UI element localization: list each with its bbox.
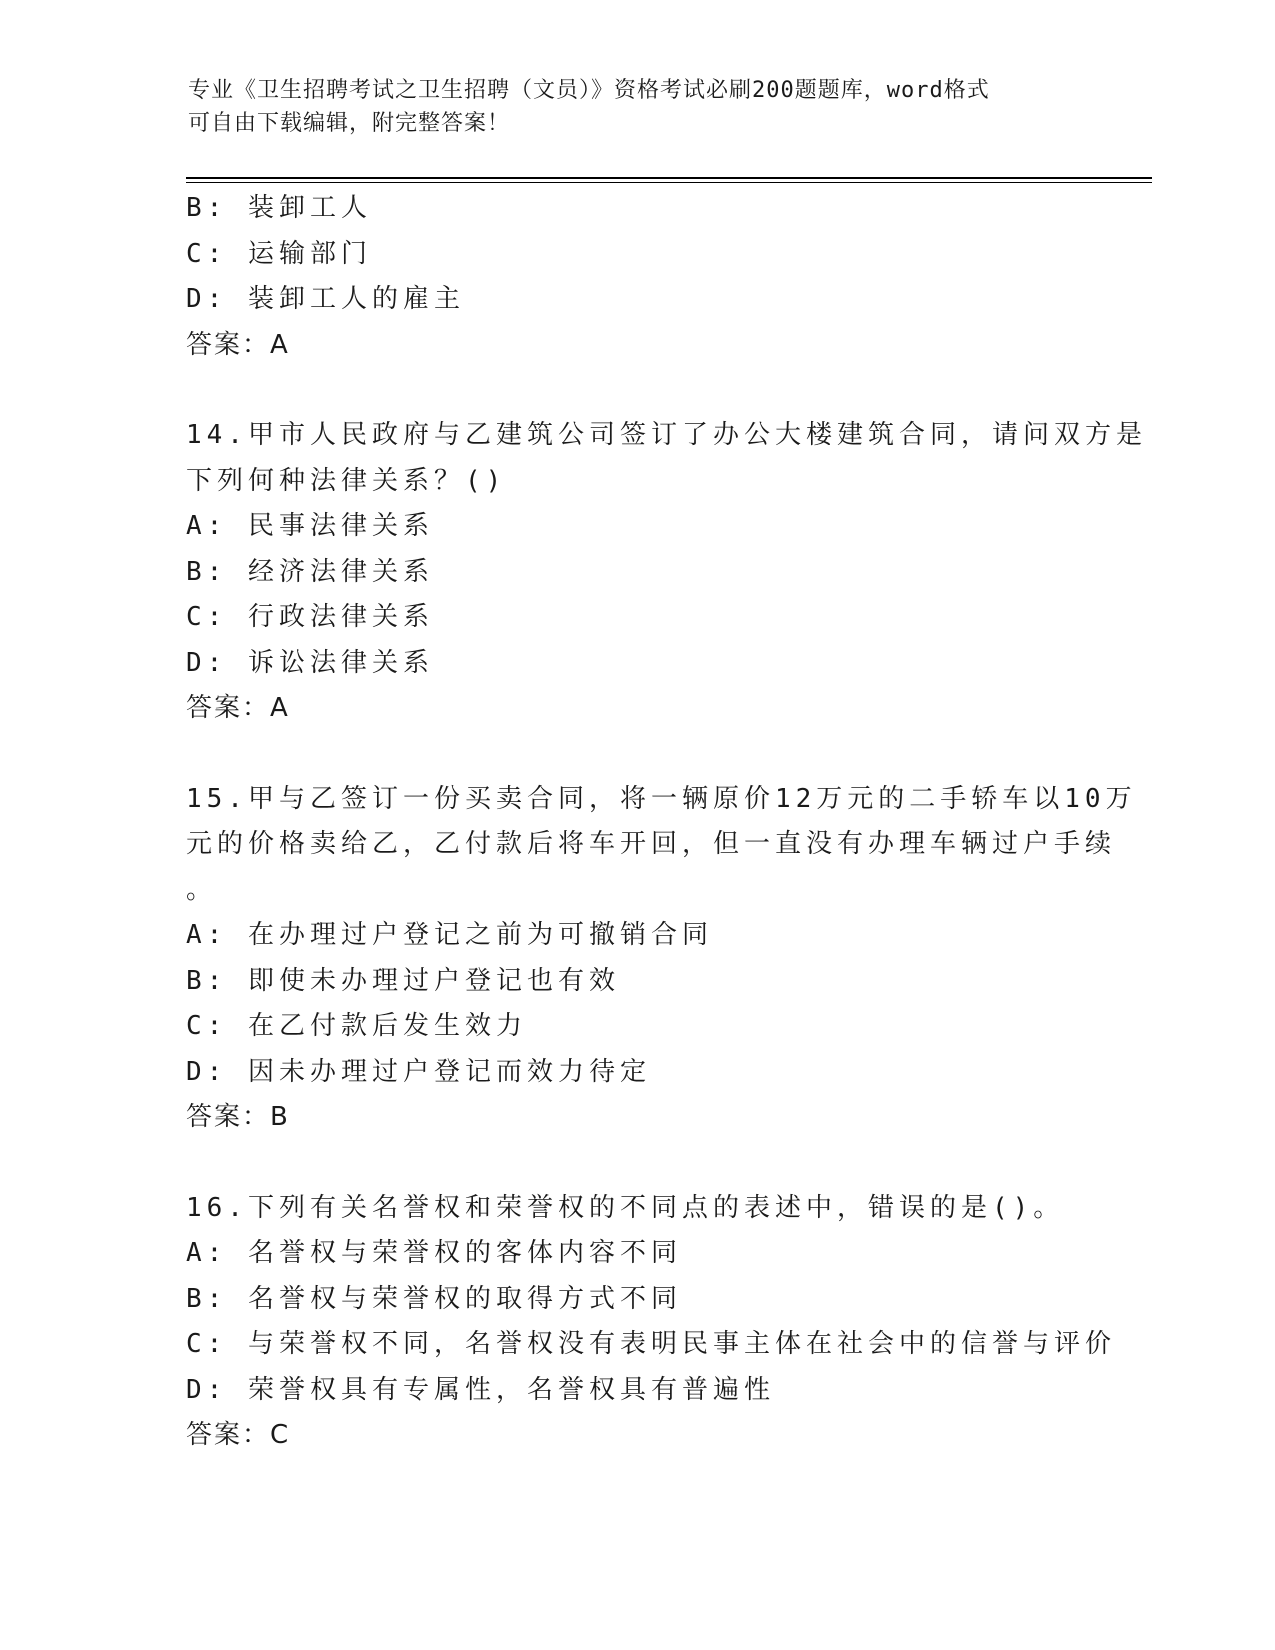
option-b: B: 名誉权与荣誉权的取得方式不同 — [186, 1283, 682, 1314]
question-13 — [186, 186, 1086, 368]
option-c: C: 行政法律关系 — [186, 602, 434, 632]
document-header — [188, 74, 1068, 140]
option-c: C: 与荣誉权不同，名誉权没有表明民事主体在社会中的信誉与评价 — [186, 1329, 1116, 1359]
question-15 — [186, 777, 1137, 1141]
option-b: B: 经济法律关系 — [186, 556, 434, 587]
question-list — [186, 186, 1147, 1459]
option-d: D: 装卸工人的雇主 — [186, 284, 465, 314]
option-b: B: 装卸工人 — [186, 193, 372, 223]
answer-line: 答案：A — [186, 329, 290, 360]
header-line-1: 专业《卫生招聘考试之卫生招聘（文员）》资格考试必刷200题题库，word格式 — [188, 78, 990, 103]
answer-line: 答案：B — [186, 1102, 290, 1132]
option-c: C: 运输部门 — [186, 238, 372, 269]
answer-line: 答案：C — [186, 1420, 291, 1450]
question-text-line-1: 16.下列有关名誉权和荣誉权的不同点的表述中，错误的是()。 — [186, 1192, 1065, 1223]
option-c: C: 在乙付款后发生效力 — [186, 1011, 527, 1041]
header-divider-thick — [186, 177, 1152, 179]
answer-line: 答案：A — [186, 693, 290, 723]
option-a: A: 名誉权与荣誉权的客体内容不同 — [186, 1238, 682, 1268]
header-divider-thin — [186, 182, 1152, 183]
question-16 — [186, 1186, 1116, 1459]
question-14 — [186, 413, 1147, 732]
header-line-2: 可自由下载编辑，附完整答案！ — [188, 111, 511, 136]
option-a: A: 在办理过户登记之前为可撤销合同 — [186, 920, 713, 950]
option-d: D: 荣誉权具有专属性，名誉权具有普遍性 — [186, 1374, 775, 1405]
option-b: B: 即使未办理过户登记也有效 — [186, 965, 620, 996]
question-text-line-1: 15.甲与乙签订一份买卖合同，将一辆原价12万元的二手轿车以10万 — [186, 783, 1137, 814]
question-text-line-2: 元的价格卖给乙，乙付款后将车开回，但一直没有办理车辆过户手续 — [186, 829, 1117, 859]
question-text-line-1: 14.甲市人民政府与乙建筑公司签订了办公大楼建筑合同，请问双方是 — [186, 420, 1147, 450]
option-d: D: 诉讼法律关系 — [186, 647, 434, 678]
option-d: D: 因未办理过户登记而效力待定 — [186, 1056, 651, 1087]
option-a: A: 民事法律关系 — [186, 511, 434, 541]
question-text-line-3: 。 — [186, 874, 218, 905]
question-text-line-2: 下列何种法律关系？() — [186, 465, 507, 496]
